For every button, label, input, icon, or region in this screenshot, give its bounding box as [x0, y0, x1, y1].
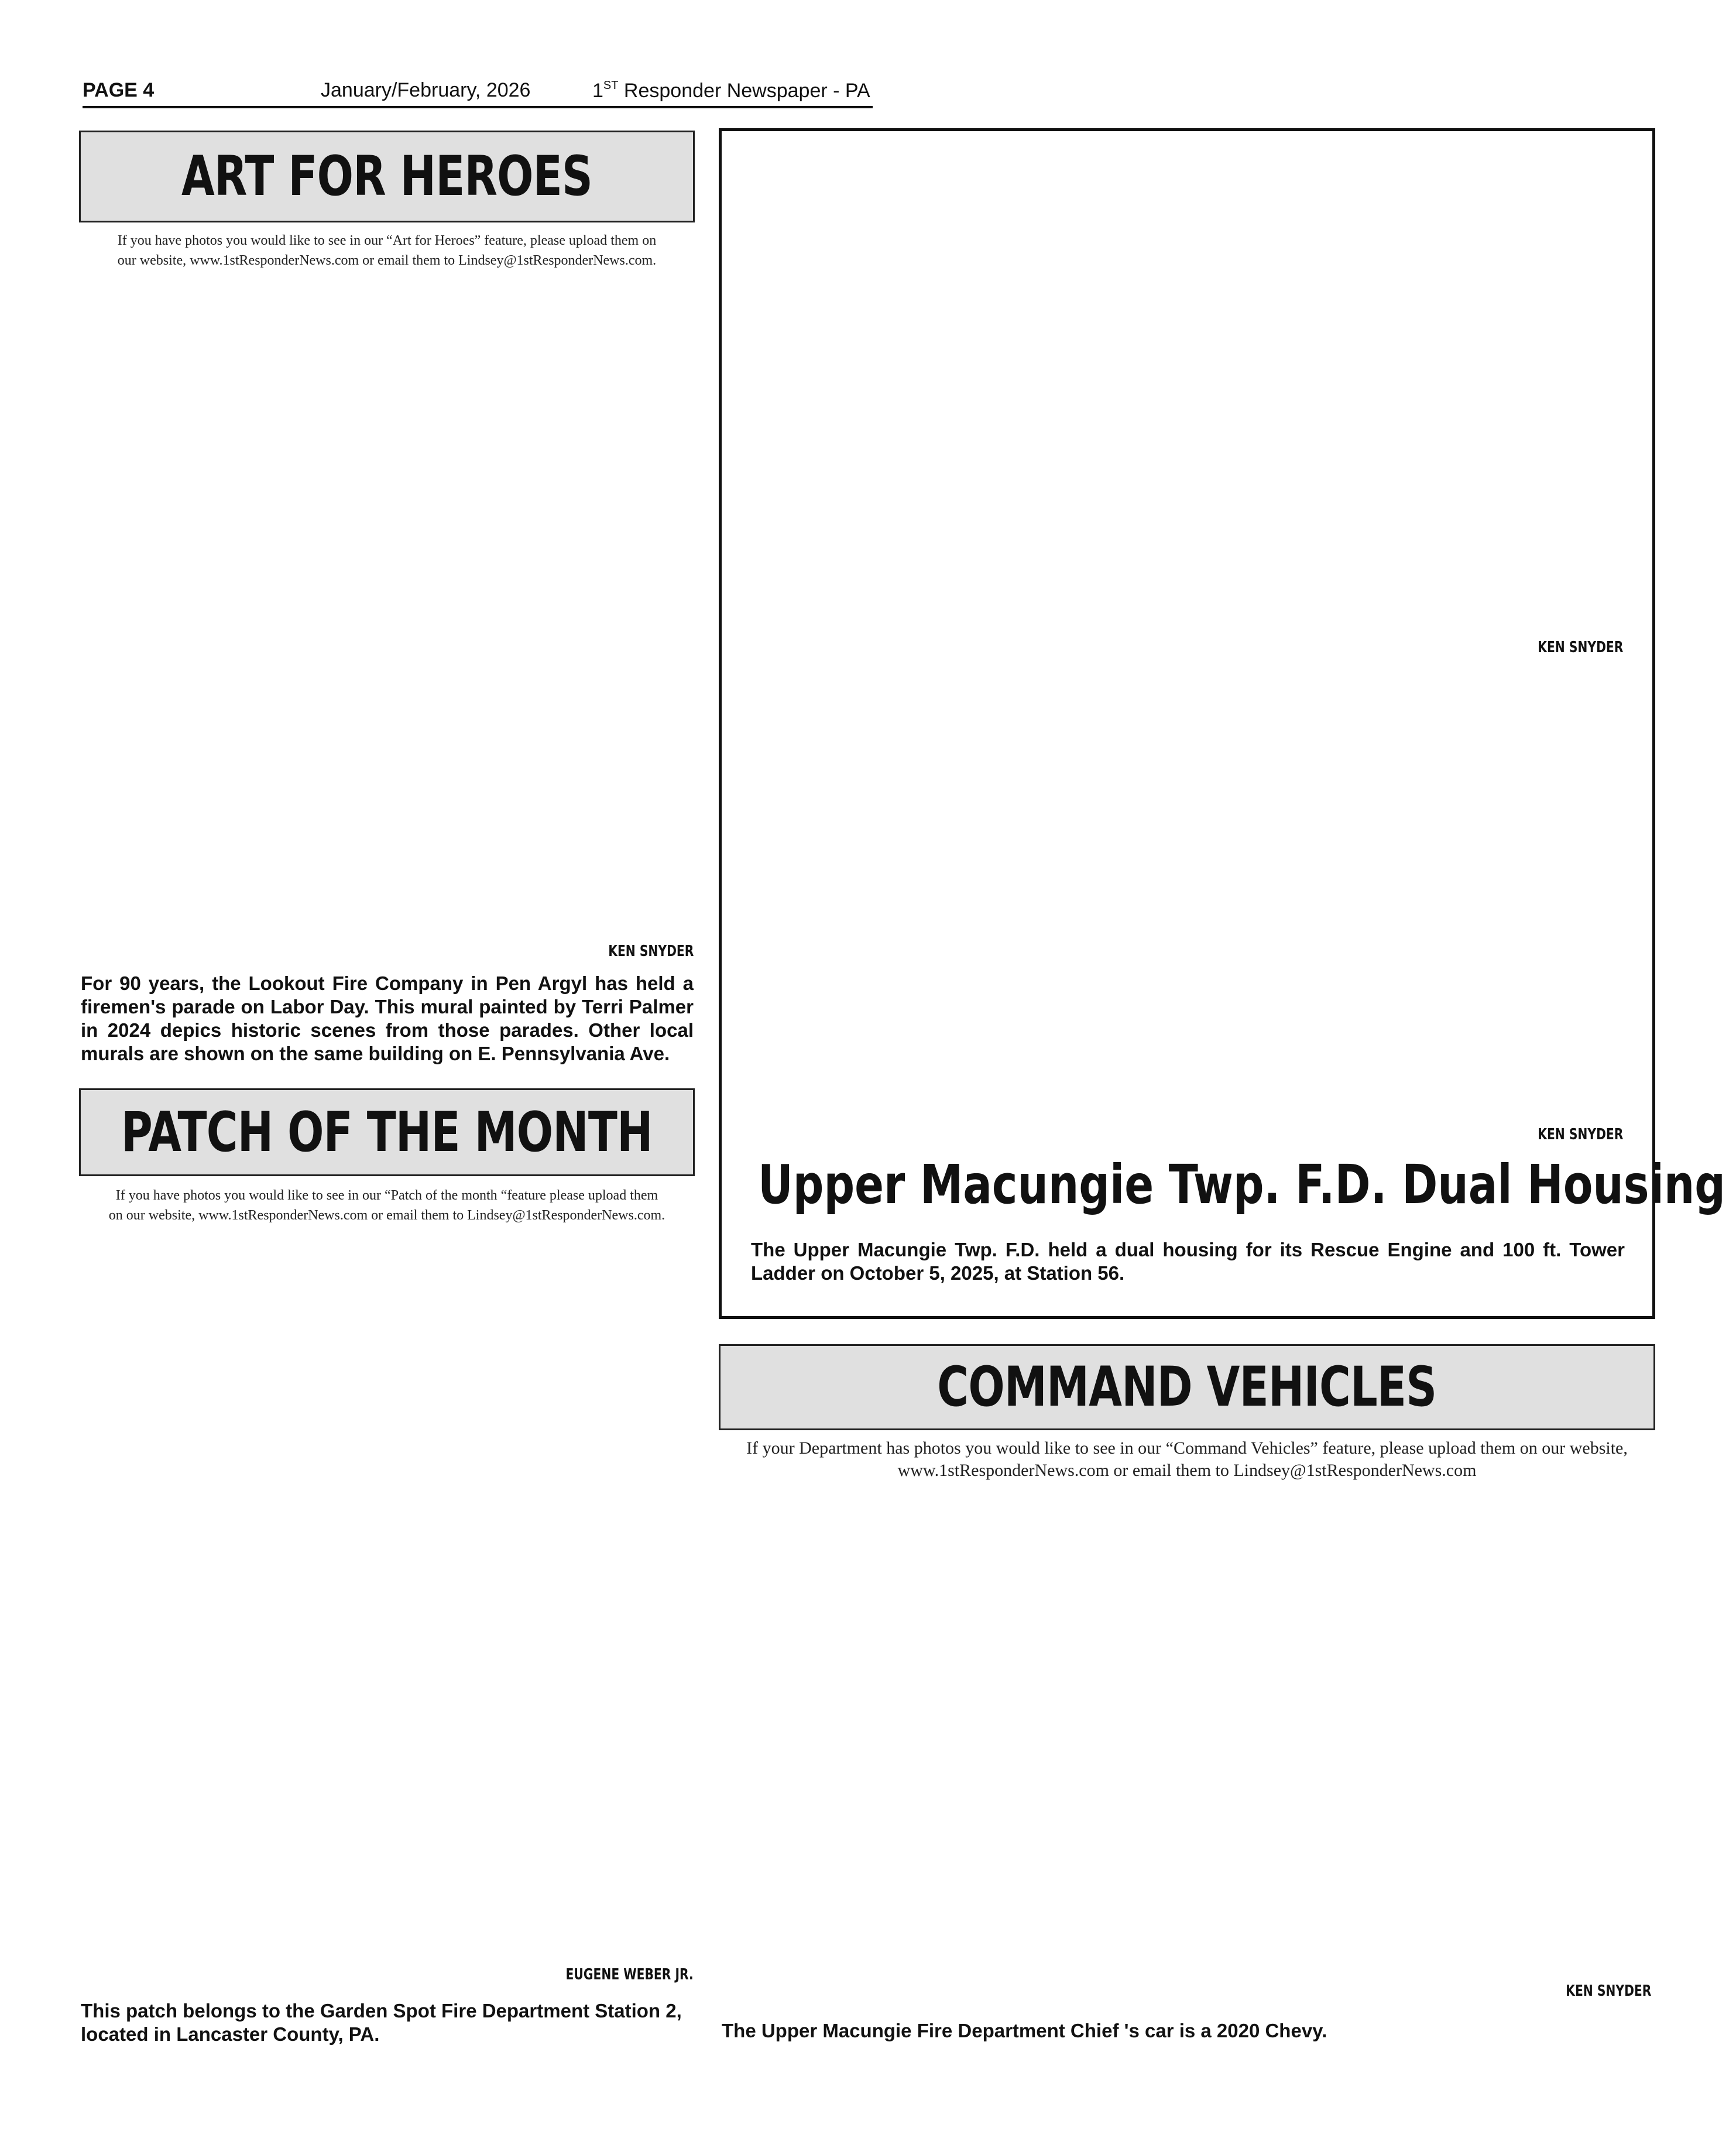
art-for-heroes-photo-credit: KEN SNYDER [608, 943, 694, 960]
patch-caption: This patch belongs to the Garden Spot Fire Department Station 2, located in Lancaster County, PA. [81, 2000, 682, 2045]
publication-superscript: ST [603, 79, 619, 92]
command-vehicles-note-line1: If your Department has photos you would like to see in our “Command Vehicles” feature, please upload them on our website, [746, 1438, 1628, 1458]
patch-of-the-month-note-line1: If you have photos you would like to see in our “Patch of the month “feature please upload them [115, 1188, 658, 1203]
dual-housing-credit-top: KEN SNYDER [1537, 639, 1623, 656]
art-for-heroes-note-line2: our website, www.1stResponderNews.com or email them to Lindsey@1stResponderNews.com. [117, 253, 657, 268]
command-vehicles-title: COMMAND VEHICLES [937, 1355, 1437, 1419]
art-for-heroes-title: ART FOR HEROES [181, 145, 593, 208]
publication-rest: Responder Newspaper - PA [618, 80, 870, 102]
header-rule [83, 106, 873, 108]
dual-housing-headline: Upper Macungie Twp. F.D. Dual Housing [758, 1153, 1725, 1216]
command-vehicles-note-line2: www.1stResponderNews.com or email them to Lindsey@1stResponderNews.com [897, 1461, 1477, 1480]
dual-housing-caption: The Upper Macungie Twp. F.D. held a dual housing for its Rescue Engine and 100 ft. Tower Ladder on October 5, 2025, at Station 56. [751, 1239, 1625, 1284]
command-vehicles-caption: The Upper Macungie Fire Department Chief 's car is a 2020 Chevy. [722, 2020, 1327, 2041]
page-number: PAGE 4 [83, 79, 155, 101]
patch-of-the-month-note [79, 1186, 695, 1225]
art-for-heroes-banner [79, 131, 695, 222]
dual-housing-frame [719, 128, 1725, 1319]
command-vehicles-banner [719, 1344, 1655, 1430]
patch-of-the-month-title: PATCH OF THE MONTH [121, 1100, 653, 1164]
patch-photo-credit: EUGENE WEBER JR. [565, 1966, 694, 1983]
command-vehicles-note [719, 1437, 1655, 1482]
command-vehicles-photo-credit: KEN SNYDER [1565, 1982, 1651, 2000]
art-for-heroes-caption: For 90 years, the Lookout Fire Company in Pen Argyl has held a firemen's parade on Labor Day. This mural painted by Terri Palmer in 2024 depics historic scenes from those parades. Other local murals are shown on the same building on E. Pennsylvania Ave. [81, 972, 694, 1064]
publication-name [592, 79, 870, 102]
dual-housing-credit-bottom: KEN SNYDER [1537, 1126, 1623, 1143]
publication-prefix: 1 [592, 80, 603, 102]
issue-date: January/February, 2026 [321, 79, 531, 101]
patch-of-the-month-note-line2: on our website, www.1stResponderNews.com or email them to Lindsey@1stResponderNews.com. [108, 1208, 665, 1223]
art-for-heroes-note [79, 231, 695, 270]
patch-of-the-month-banner [79, 1088, 695, 1176]
art-for-heroes-note-line1: If you have photos you would like to see in our “Art for Heroes” feature, please upload them on [117, 233, 657, 248]
